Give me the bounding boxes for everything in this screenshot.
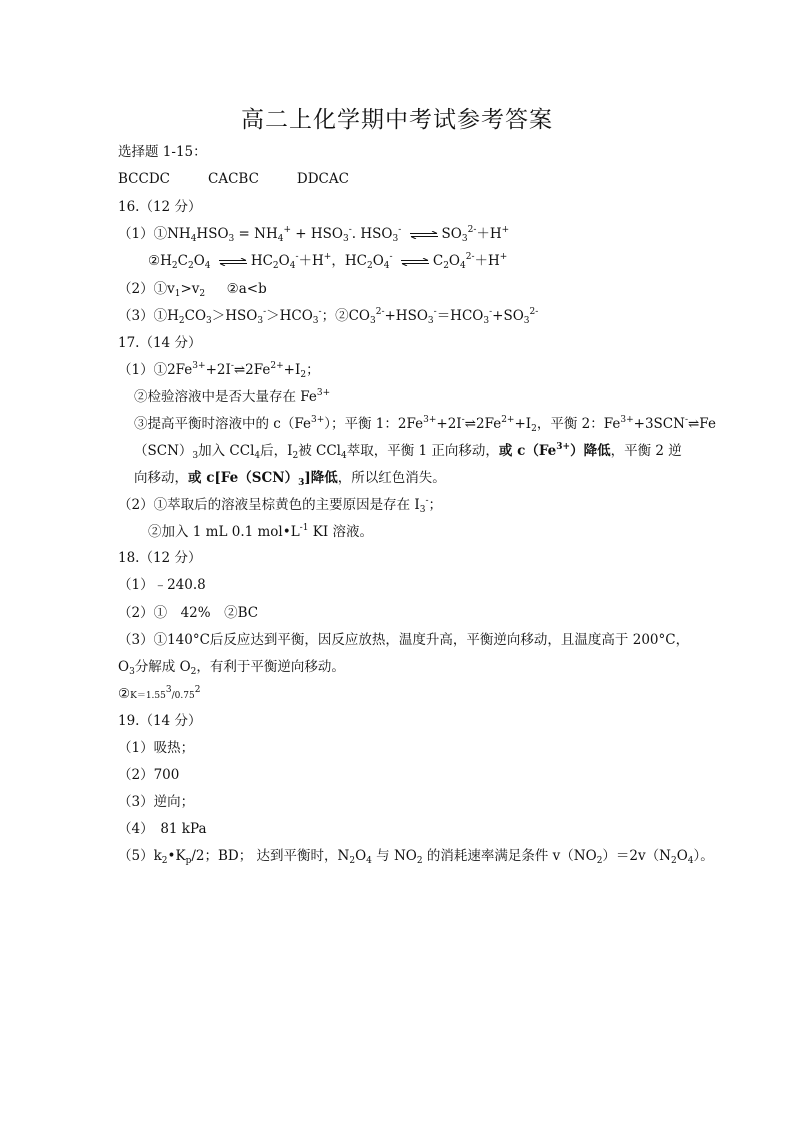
q17-part1-line2: ②检验溶液中是否大量存在 $Fe^{3+}$ xyxy=(134,388,331,405)
q18-part2: （2）① 42% ②BC xyxy=(118,605,259,621)
q16-part2: $(2)①v_1>v_2$ ②a<b xyxy=(118,281,267,299)
q18-part3-line1: （3）①140°C后反应达到平衡，因反应放热，温度升高，平衡逆向移动，且温度高于 200°C， xyxy=(118,632,690,648)
q17-part1-line3: ③提高平衡时溶液中的 $c(Fe^{3+})$；平衡 1：$2Fe^{3+}+2I^-\rightleftharpoons 2Fe^{2+}+I_2$，平衡 2：$Fe^{3+}+3SCN^-\rightleftharpoons Fe$ xyxy=(134,415,716,434)
q17-part2-line1: （2）①萃取后的溶液呈棕黄色的主要原因是存在 $I_3^-$； xyxy=(118,496,442,515)
q16-part3: $(3)①H_2CO_3>HSO_3^->HCO_3^-$；$②CO_3^{2-}+HSO_3^-=HCO_3^-+SO_3^{2-}$ xyxy=(118,307,539,326)
mc-answer-group: DDCAC xyxy=(296,171,349,187)
equilibrium-arrow-icon xyxy=(218,258,248,266)
page-title: 高二上化学期中考试参考答案 xyxy=(241,107,553,133)
q19-part5: $(5)k_2•K_p/2$；BD； 达到平衡时，$N_2O_4$ 与 $NO_2$ 的消耗速率满足条件 $v(NO_2)=2v(N_2O_4)$。 xyxy=(118,848,714,866)
q16-part1-line2: $②H_2C_2O_4$ $HC_2O_4^-+H^+$，$HC_2O_4^-$ $C_2O_4^{2-}+H^+$ xyxy=(148,252,508,271)
q19-heading: 19.（14 分） xyxy=(118,713,202,729)
q18-part1: （1）﹣240.8 xyxy=(118,577,206,593)
q19-part3: （3）逆向； xyxy=(118,794,195,810)
q17-part1-line1: $(1)①2Fe^{3+}+2I^-\rightleftharpoons 2Fe^{2+}+I_2$； xyxy=(118,361,320,380)
mc-answer-group: BCCDC xyxy=(118,171,170,187)
q17-part1-line5: 向移动，或 $c[Fe(SCN)_3]$降低，所以红色消失。 xyxy=(134,470,446,488)
mc-answers xyxy=(118,170,387,188)
q18-part3-line3: $②K=1.55^3/0.75^2$ xyxy=(118,685,201,702)
q16-part1-line1: $(1)①NH_4HSO_3 = NH_4^+ + HSO_3^-$. $HSO_3^-$ $SO_3^{2-}+H^+$ xyxy=(118,225,510,244)
q16-heading: 16.（12 分） xyxy=(118,199,202,215)
mc-label: 选择题 1-15： xyxy=(118,144,207,160)
q17-part1-line4: $(SCN)_3$加入 CCl$_4$后，$I_2$被 CCl$_4$萃取，平衡 1 正向移动，或 $c(Fe^{3+})$降低，平衡 2 逆 xyxy=(134,442,682,461)
q17-heading: 17.（14 分） xyxy=(118,335,202,351)
q18-part3-line2: $O_3$分解成 $O_2$，有利于平衡逆向移动。 xyxy=(118,659,345,677)
equilibrium-arrow-icon xyxy=(409,231,439,239)
equilibrium-arrow-icon xyxy=(400,258,430,266)
q17-part2-line2: ②加入 1 mL 0.1 $mol•L^{-1}$ KI 溶液。 xyxy=(148,523,373,540)
mc-answer-group: CACBC xyxy=(207,171,259,187)
q19-part1: （1）吸热； xyxy=(118,740,195,756)
q18-heading: 18.（12 分） xyxy=(118,550,202,566)
q19-part4: （4） 81 kPa xyxy=(118,821,207,837)
q19-part2: （2）700 xyxy=(118,767,180,783)
